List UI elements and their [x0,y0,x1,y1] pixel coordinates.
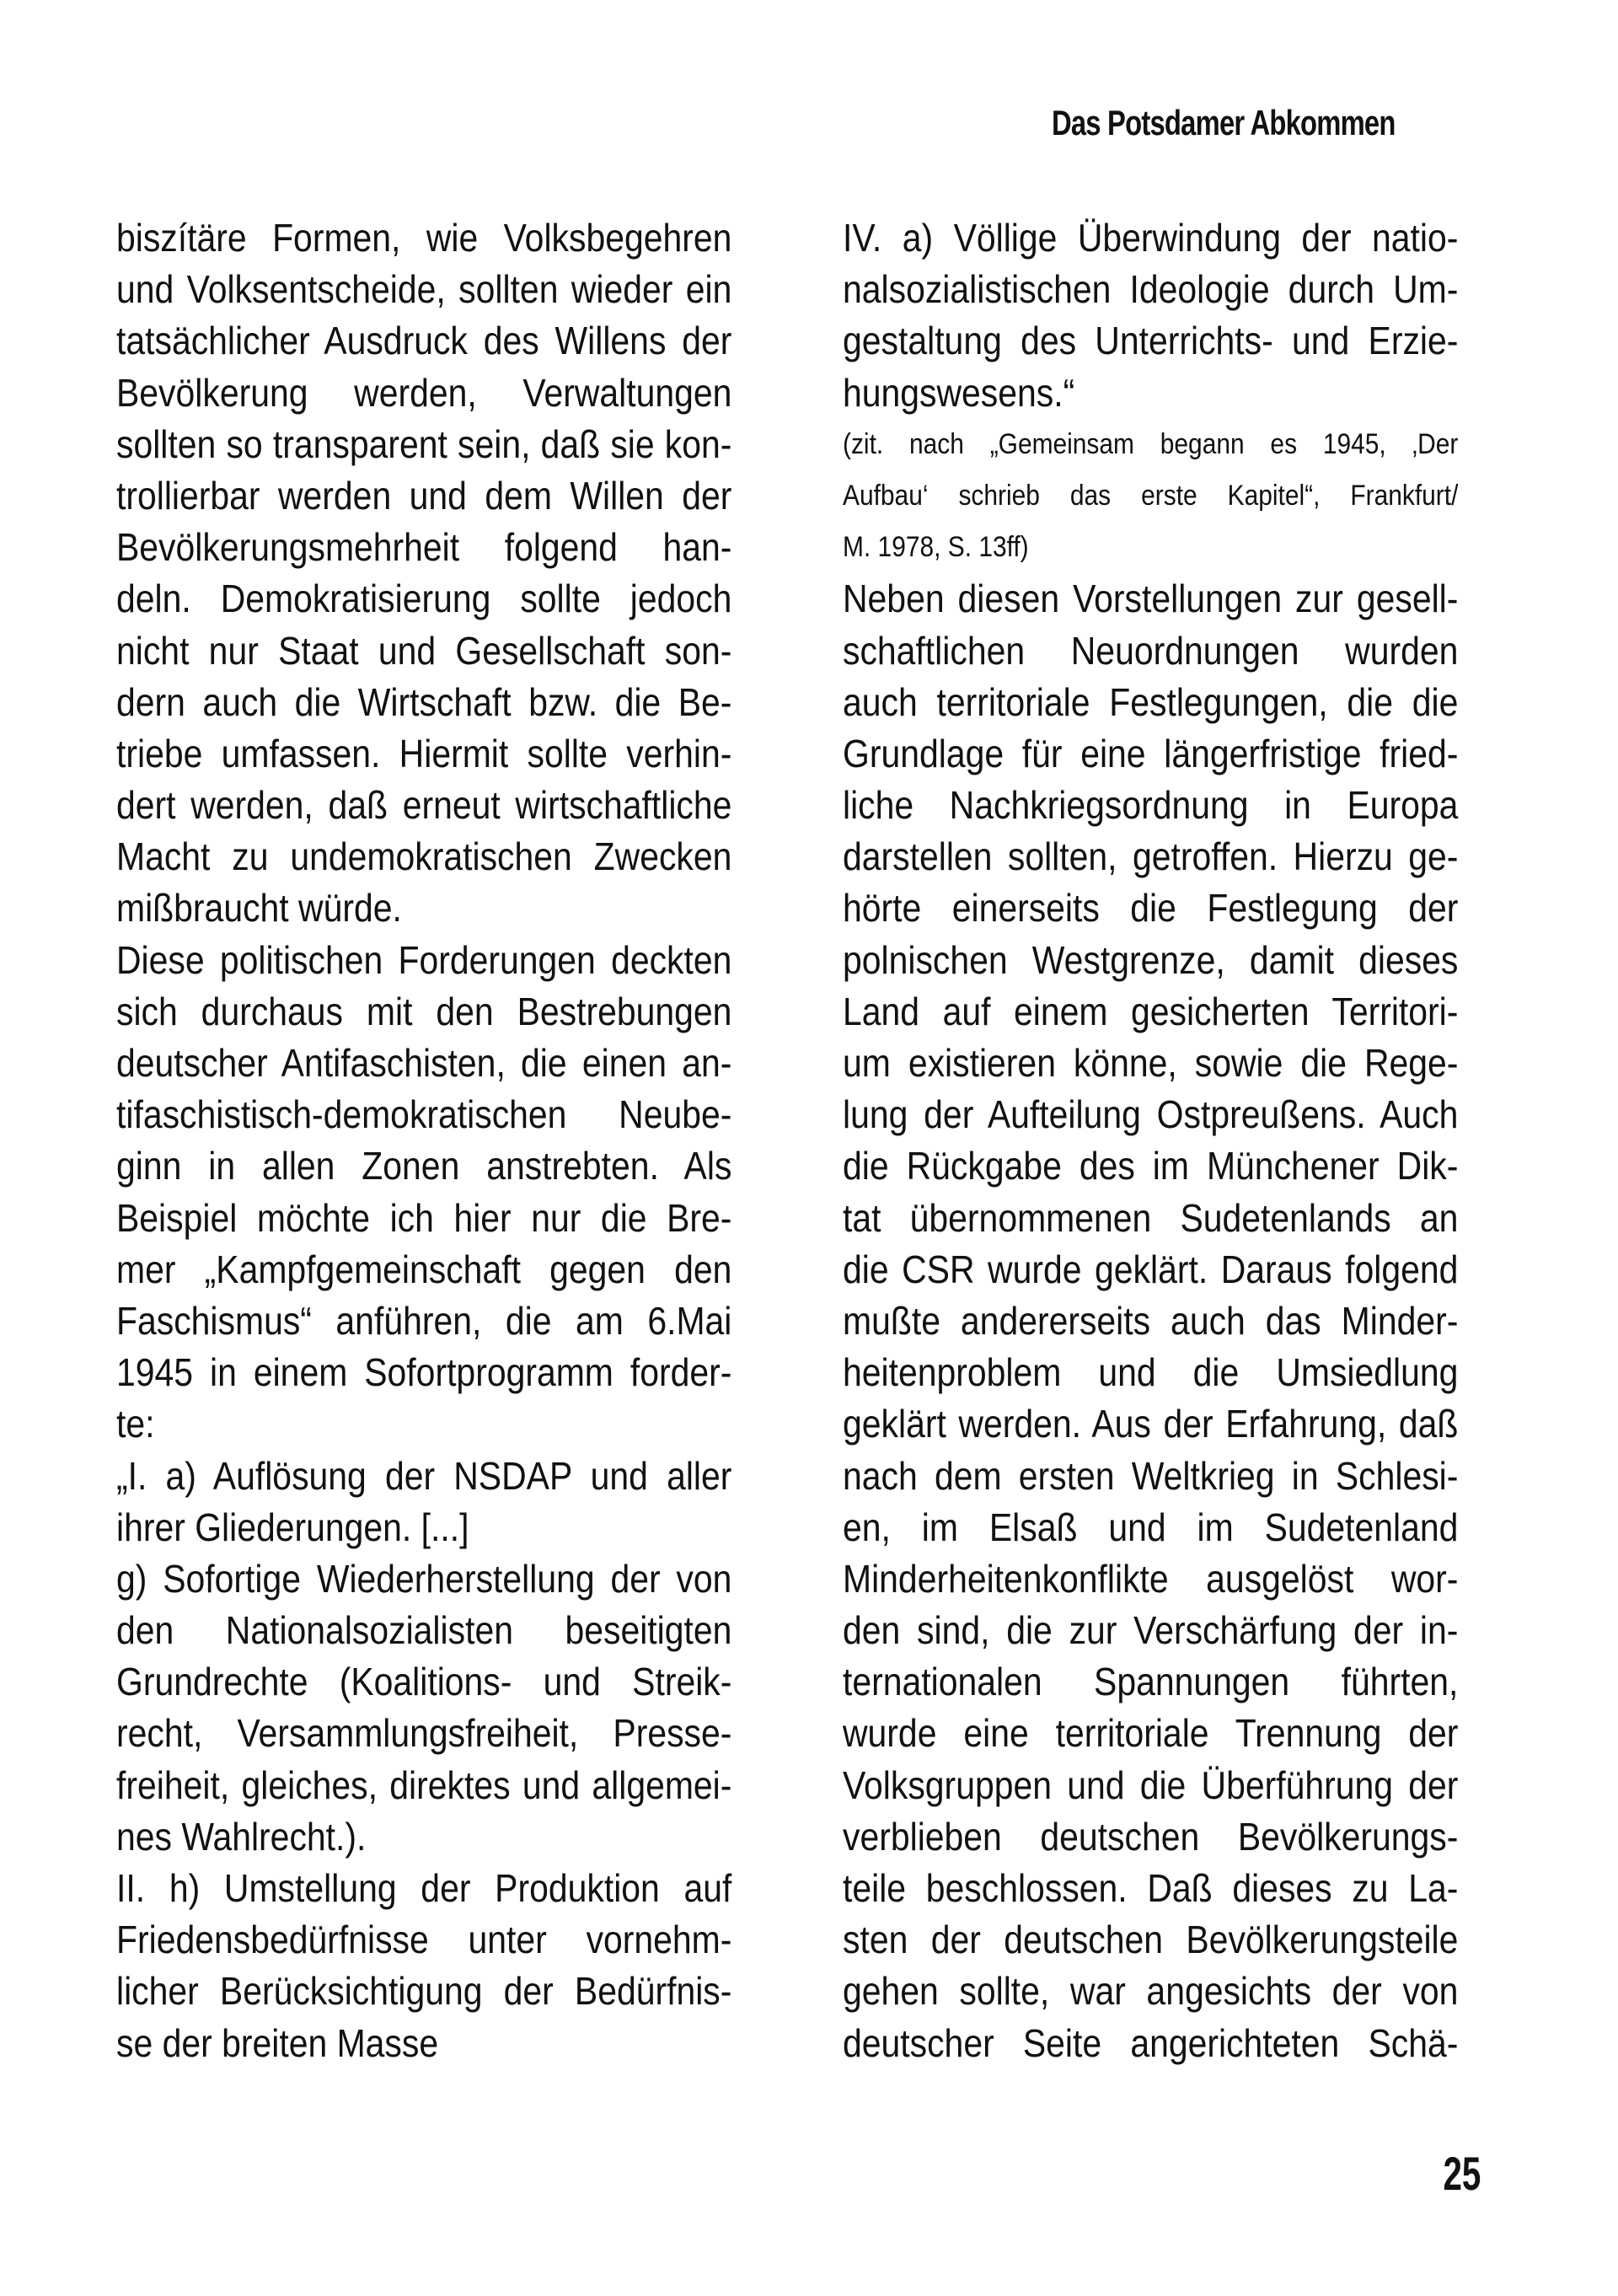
left-column [116,212,731,2069]
text-line: dern auch die Wirtschaft bzw. die Be- [116,679,732,724]
text-line: IV. a) Völlige Überwindung der natio- [843,216,1459,260]
text-line: lung der Aufteilung Ostpreußens. Auch [843,1092,1459,1137]
text-line: Friedensbedürfnisse unter vornehm- [116,1918,732,1962]
text-line: schaftlichen Neuordnungen wurden [843,628,1459,673]
text-line: nalsozialistischen Ideologie durch Um- [843,267,1459,312]
text-line: 1945 in einem Sofortprogramm forder- [116,1350,732,1395]
text-line: Macht zu undemokratischen Zwecken [116,834,732,879]
text-line: deutscher Seite angerichteten Schä- [843,2020,1459,2065]
text-line: verblieben deutschen Bevölkerungs- [843,1814,1459,1859]
text-line: Volksgruppen und die Überführung der [843,1762,1459,1807]
text-line: g) Sofortige Wiederherstellung der von [116,1556,732,1601]
text-line: auch territoriale Festlegungen, die die [843,679,1459,724]
text-line: wurde eine territoriale Trennung der [843,1711,1459,1756]
text-line: den sind, die zur Verschärfung der in- [843,1608,1459,1653]
text-line: en, im Elsaß und im Sudetenland [843,1505,1459,1549]
citation-line: (zit. nach „Gemeinsam begann es 1945, ‚Der [843,427,1459,460]
text-line: nicht nur Staat und Gesellschaft son- [116,628,732,673]
right-column [843,212,1458,2069]
text-line: teile beschlossen. Daß dieses zu La- [843,1866,1459,1910]
text-line: se der breiten Masse [116,2020,439,2065]
text-line: den Nationalsozialisten beseitigten [116,1608,732,1653]
running-title: Das Potsdamer Abkommen [1052,103,1396,142]
text-line: trollierbar werden und dem Willen der [116,473,732,518]
text-line: Bevölkerung werden, Verwaltungen [116,370,732,415]
text-line: hörte einerseits die Festlegung der [843,886,1459,931]
text-line: tifaschistisch-demokratischen Neube- [116,1092,732,1137]
text-line: sollten so transparent sein, daß sie kon- [116,421,732,466]
text-line: deutscher Antifaschisten, die einen an- [116,1041,732,1085]
text-line: mußte andererseits auch das Minder- [843,1298,1459,1343]
text-line: ternationalen Spannungen führten, [843,1660,1459,1704]
text-line: geklärt werden. Aus der Erfahrung, daß [843,1402,1459,1446]
text-line: die Rückgabe des im Münchener Dik- [843,1144,1459,1188]
text-line: die CSR wurde geklärt. Daraus folgend [843,1247,1459,1291]
text-line: recht, Versammlungsfreiheit, Presse- [116,1711,732,1756]
text-line: mer „Kampfgemeinschaft gegen den [116,1247,732,1291]
text-line: Minderheitenkonflikte ausgelöst wor- [843,1556,1459,1601]
text-line: dert werden, daß erneut wirtschaftliche [116,783,732,828]
page-number: 25 [1443,2147,1481,2200]
text-line: sten der deutschen Bevölkerungsteile [843,1918,1459,1962]
text-line: II. h) Umstellung der Produktion auf [116,1866,732,1910]
citation-line: M. 1978, S. 13ff) [843,531,1029,564]
text-line: gehen sollte, war angesichts der von [843,1969,1459,2014]
text-line: gestaltung des Unterrichts- und Erzie- [843,319,1459,363]
text-line: heitenproblem und die Umsiedlung [843,1350,1459,1395]
text-line: hungswesens.“ [843,370,1075,415]
text-line: Grundlage für eine längerfristige fried- [843,731,1459,775]
text-line: Bevölkerungsmehrheit folgend han- [116,525,732,570]
text-line: Beispiel möchte ich hier nur die Bre- [116,1195,732,1240]
text-line: freiheit, gleiches, direktes und allgemei- [116,1762,732,1807]
text-line: darstellen sollten, getroffen. Hierzu ge- [843,834,1459,879]
text-line: um existieren könne, sowie die Rege- [843,1041,1459,1085]
text-line: licher Berücksichtigung der Bedürfnis- [116,1969,732,2014]
text-line: nes Wahlrecht.). [116,1814,367,1859]
text-line: te: [116,1402,155,1446]
text-line: liche Nachkriegsordnung in Europa [843,783,1459,828]
text-line: nach dem ersten Weltkrieg in Schlesi- [843,1453,1459,1498]
text-line: und Volksentscheide, sollten wieder ein [116,267,732,312]
text-line: Faschismus“ anführen, die am 6.Mai [116,1298,732,1343]
text-line: biszítäre Formen, wie Volksbegehren [116,216,732,260]
text-line: Grundrechte (Koalitions- und Streik- [116,1660,732,1704]
text-line: tat übernommenen Sudetenlands an [843,1195,1459,1240]
text-line: ihrer Gliederungen. [...] [116,1505,469,1549]
text-line: Neben diesen Vorstellungen zur gesell- [843,577,1459,621]
text-line: ginn in allen Zonen anstrebten. Als [116,1144,732,1188]
text-line: Land auf einem gesicherten Territori- [843,989,1459,1033]
text-line: triebe umfassen. Hiermit sollte verhin- [116,731,732,775]
text-line: polnischen Westgrenze, damit dieses [843,937,1459,982]
text-line: „I. a) Auflösung der NSDAP und aller [116,1453,732,1498]
text-line: Diese politischen Forderungen deckten [116,937,732,982]
text-line: deln. Demokratisierung sollte jedoch [116,577,732,621]
text-line: tatsächlicher Ausdruck des Willens der [116,319,732,363]
text-line: mißbraucht würde. [116,886,402,931]
citation-line: Aufbau‘ schrieb das erste Kapitel“, Frankfurt/ [843,479,1459,512]
text-line: sich durchaus mit den Bestrebungen [116,989,732,1033]
